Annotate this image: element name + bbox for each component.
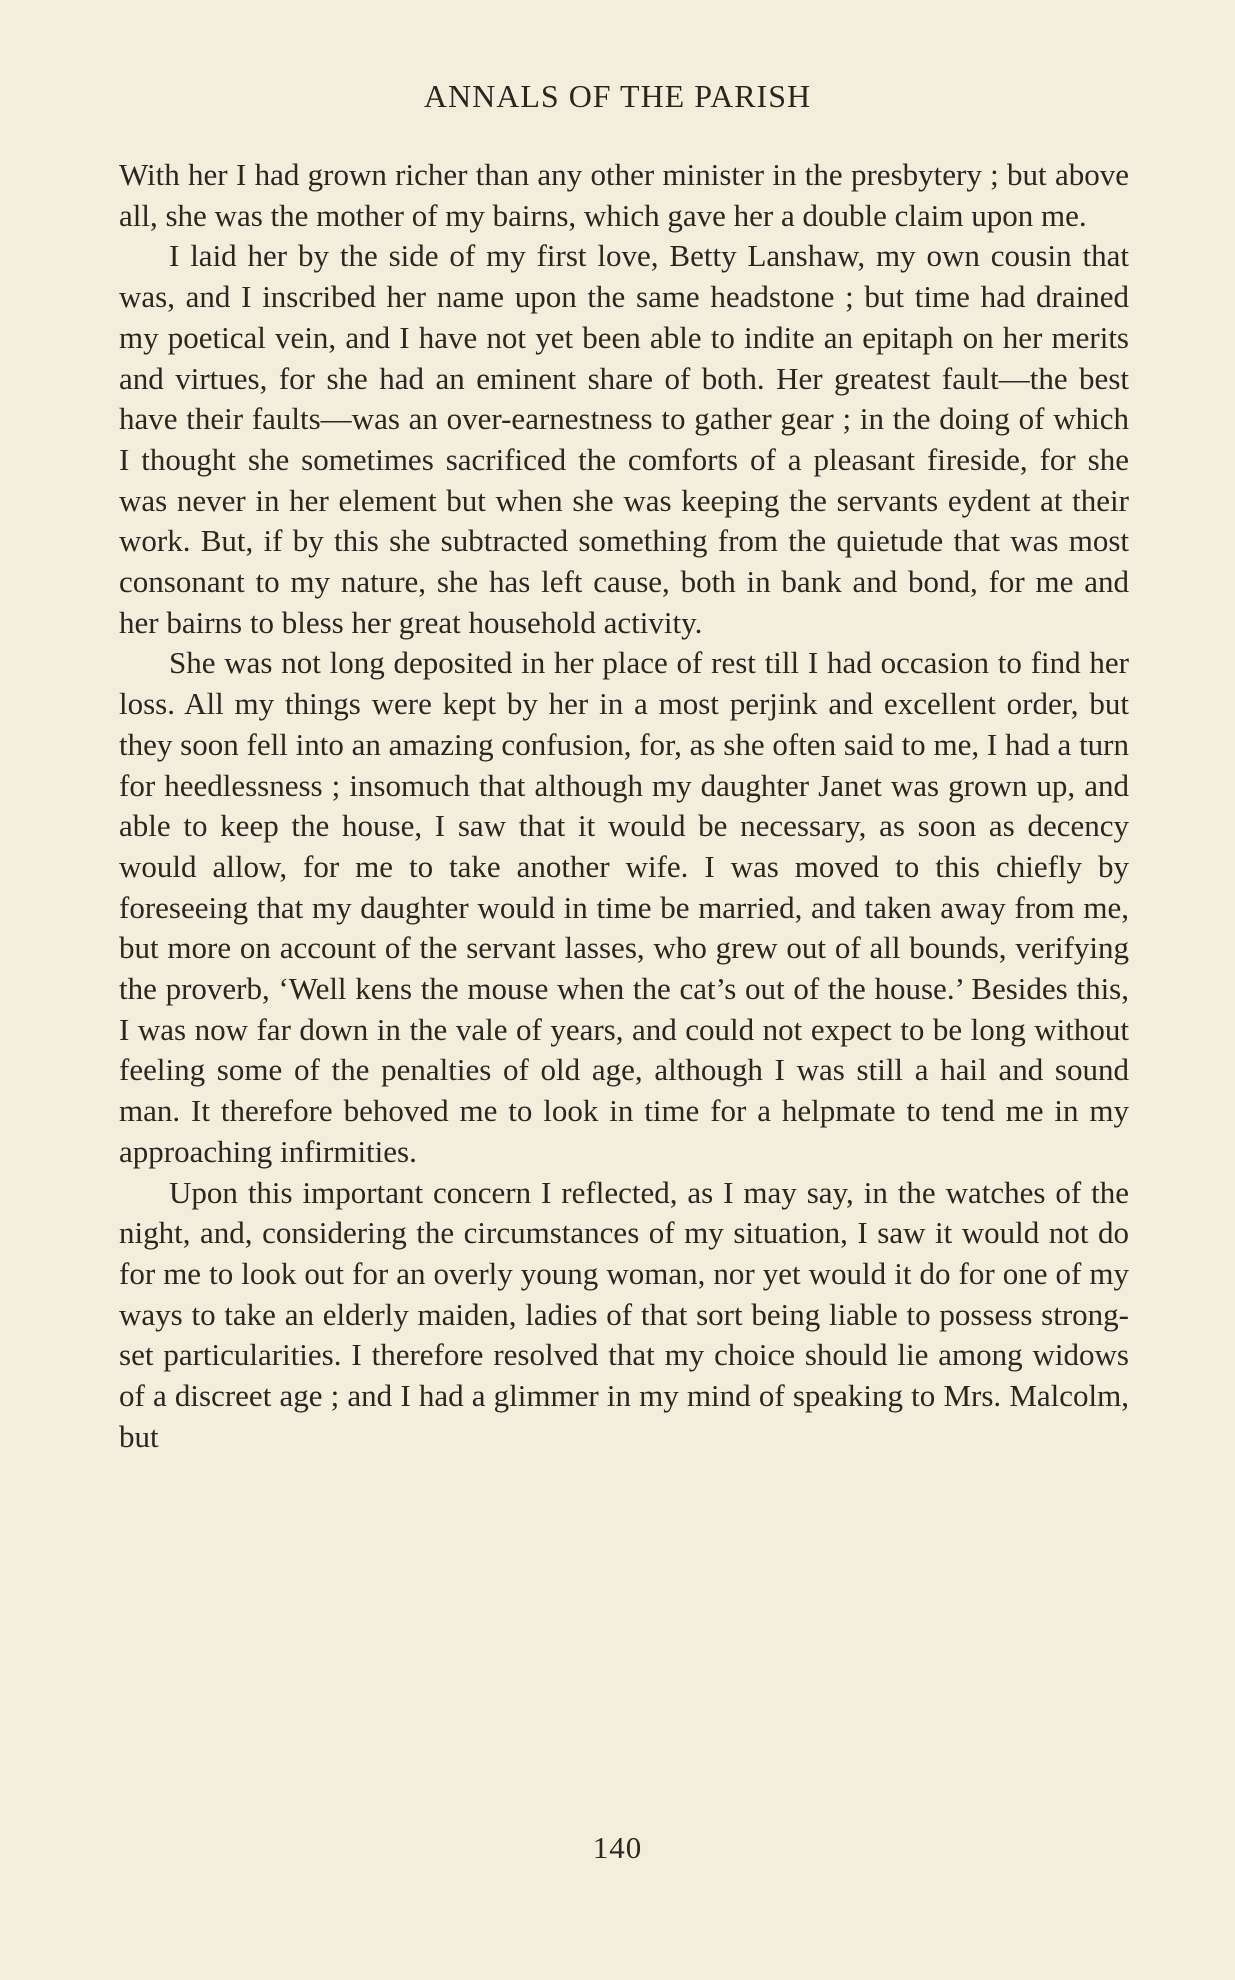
running-head: ANNALS OF THE PARISH xyxy=(423,78,812,114)
paragraph-2: I laid her by the side of my first love, Betty Lanshaw, my own cousin that was, and I inscribed her name upon the same headstone ; but time had drained my poetical vein, and I have not yet been able to indite an epitaph on her merits and virtues, for she had an eminent share of both. Her greatest fault—the best have their faults—was an over-earnestness to gather gear ; in the doing of which I thought she sometimes sacrificed the comforts of a pleasant fireside, for she was never in her element but when she was keeping the servants eydent at their work. But, if by this she subtracted something from the quietude that was most consonant to my nature, she has left cause, both in bank and bond, for me and her bairns to bless her great household activity. xyxy=(119,238,1129,640)
paragraph-1: With her I had grown richer than any other minister in the presbytery ; but above all, she was the mother of my bairns, which gave her a double claim upon me. xyxy=(119,157,1129,233)
body-text xyxy=(119,155,1129,1458)
paragraph-3: She was not long deposited in her place of rest till I had occasion to find her loss. All my things were kept by her in a most perjink and excellent order, but they soon fell into an amazing confusion, for, as she often said to me, I had a turn for heedlessness ; insomuch that although my daughter Janet was grown up, and able to keep the house, I saw that it would be necessary, as soon as decency would allow, for me to take another wife. I was moved to this chiefly by foreseeing that my daughter would in time be married, and taken away from me, but more on account of the servant lasses, who grew out of all bounds, verifying the proverb, ‘Well kens the mouse when the cat’s out of the house.’ Besides this, I was now far down in the vale of years, and could not expect to be long without feeling some of the penalties of old age, although I was still a hail and sound man. It therefore behoved me to look in time for a helpmate to tend me in my approaching infirmities. xyxy=(119,645,1129,1169)
page-number: 140 xyxy=(592,1830,643,1865)
paragraph-4: Upon this important concern I reflected, as I may say, in the watches of the night, and, considering the circumstances of my situation, I saw it would not do for me to look out for an overly young woman, nor yet would it do for one of my ways to take an elderly maiden, ladies of that sort being liable to possess strong-set particularities. I therefore resolved that my choice should lie among widows of a discreet age ; and I had a glimmer in my mind of speaking to Mrs. Malcolm, but xyxy=(119,1174,1129,1454)
